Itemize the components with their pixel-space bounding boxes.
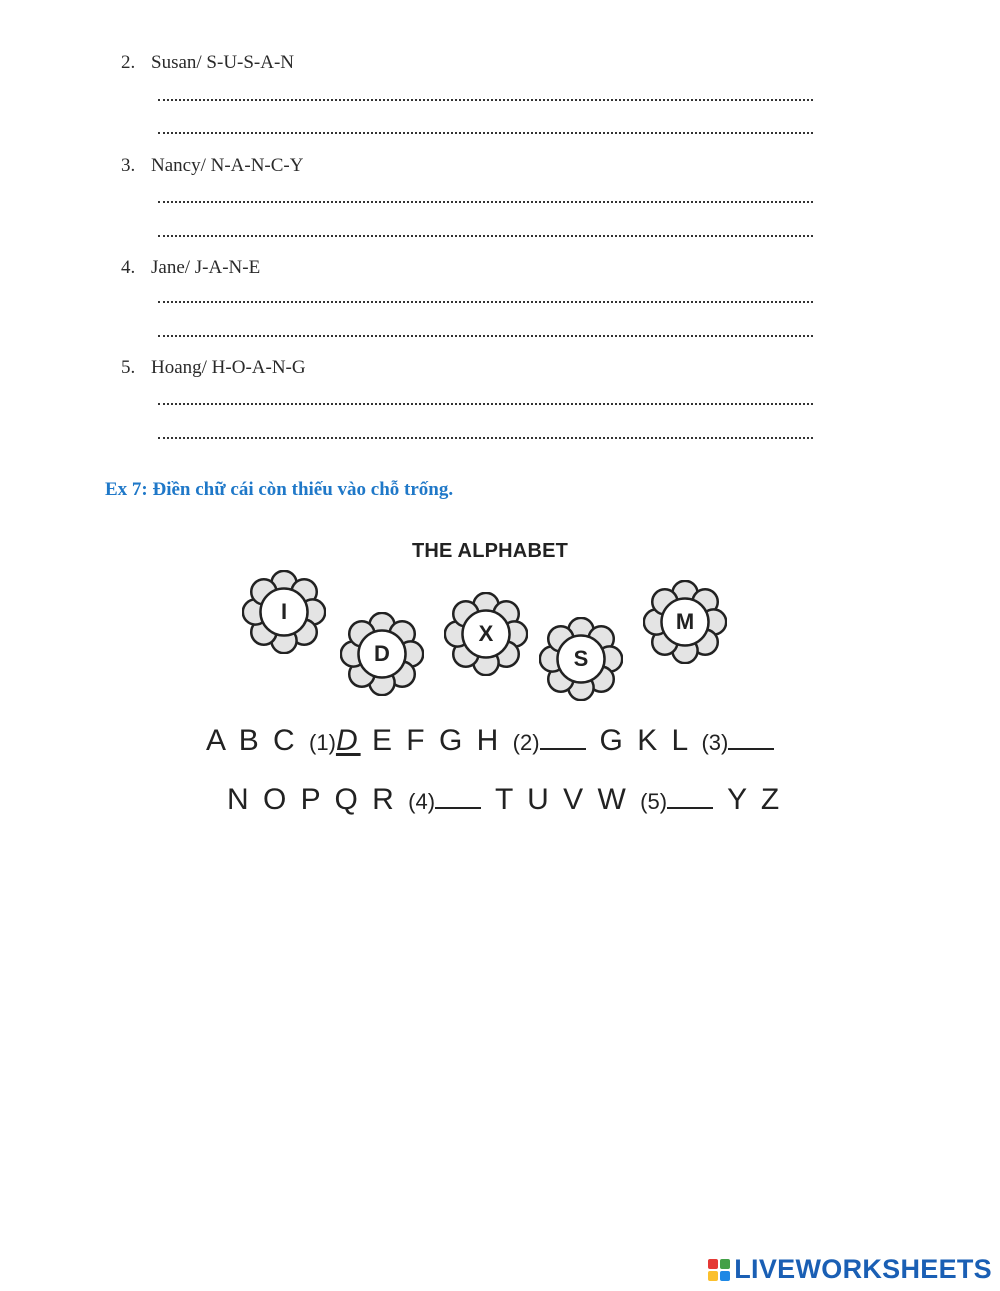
alphabet-line-2 (227, 783, 782, 817)
flower-letter: M (675, 609, 695, 634)
item-3 (121, 155, 303, 177)
flower-letter: I (280, 599, 288, 624)
answer-line[interactable] (158, 403, 813, 405)
item-number: 2. (121, 52, 136, 73)
flower-icon (539, 617, 623, 701)
item-number: 5. (121, 357, 136, 378)
answer-line[interactable] (158, 235, 813, 237)
item-text: Nancy/ N-A-N-C-Y (151, 155, 304, 176)
exercise-7-heading: Ex 7: Điền chữ cái còn thiếu vào chỗ trống. (105, 479, 454, 500)
blank-number-1: (1) (309, 730, 336, 755)
answer-4-blank[interactable] (435, 807, 481, 809)
logo-square (708, 1259, 718, 1269)
answer-line[interactable] (158, 132, 813, 134)
flower-icon (242, 570, 326, 654)
blank-number-4: (4) (408, 789, 436, 814)
answer-line[interactable] (158, 335, 813, 337)
item-text: Susan/ S-U-S-A-N (151, 52, 295, 73)
item-4 (121, 257, 260, 279)
answer-5-blank[interactable] (667, 807, 713, 809)
item-number: 3. (121, 155, 136, 176)
flower-icon (444, 592, 528, 676)
logo-square (720, 1259, 730, 1269)
logo-text: LIVEWORKSHEETS (734, 1254, 992, 1284)
answer-3-blank[interactable] (728, 748, 774, 750)
blank-number-2: (2) (512, 730, 540, 755)
sequence-letters: T U V W (495, 783, 629, 816)
alphabet-title: THE ALPHABET (411, 540, 569, 562)
sequence-letters: E F G H (371, 724, 502, 757)
logo-square (708, 1271, 718, 1281)
sequence-letters: N O P Q R (227, 783, 397, 816)
item-text: Hoang/ H-O-A-N-G (151, 357, 306, 378)
answer-line[interactable] (158, 99, 813, 101)
flower-icon (340, 612, 424, 696)
flower-letter: X (478, 621, 494, 646)
blank-number-3: (3) (701, 730, 729, 755)
answer-line[interactable] (158, 201, 813, 203)
flower-icon (643, 580, 727, 664)
item-5 (121, 357, 306, 379)
answer-line[interactable] (158, 301, 813, 303)
blank-number-5: (5) (640, 789, 668, 814)
liveworksheets-logo (708, 1254, 992, 1285)
flower-letter: D (374, 641, 390, 666)
answer-2-blank[interactable] (540, 748, 586, 750)
logo-square (720, 1271, 730, 1281)
alphabet-line-1 (206, 724, 788, 758)
item-text: Jane/ J-A-N-E (151, 257, 261, 278)
item-2 (121, 52, 294, 74)
logo-grid-icon (708, 1259, 730, 1281)
sequence-letters: Y Z (727, 783, 783, 816)
sequence-letters: A B C (206, 724, 298, 757)
sequence-letters: G K L (599, 724, 691, 757)
answer-1[interactable]: D (335, 724, 361, 757)
answer-line[interactable] (158, 437, 813, 439)
flower-letter: S (573, 646, 589, 671)
item-number: 4. (121, 257, 136, 278)
